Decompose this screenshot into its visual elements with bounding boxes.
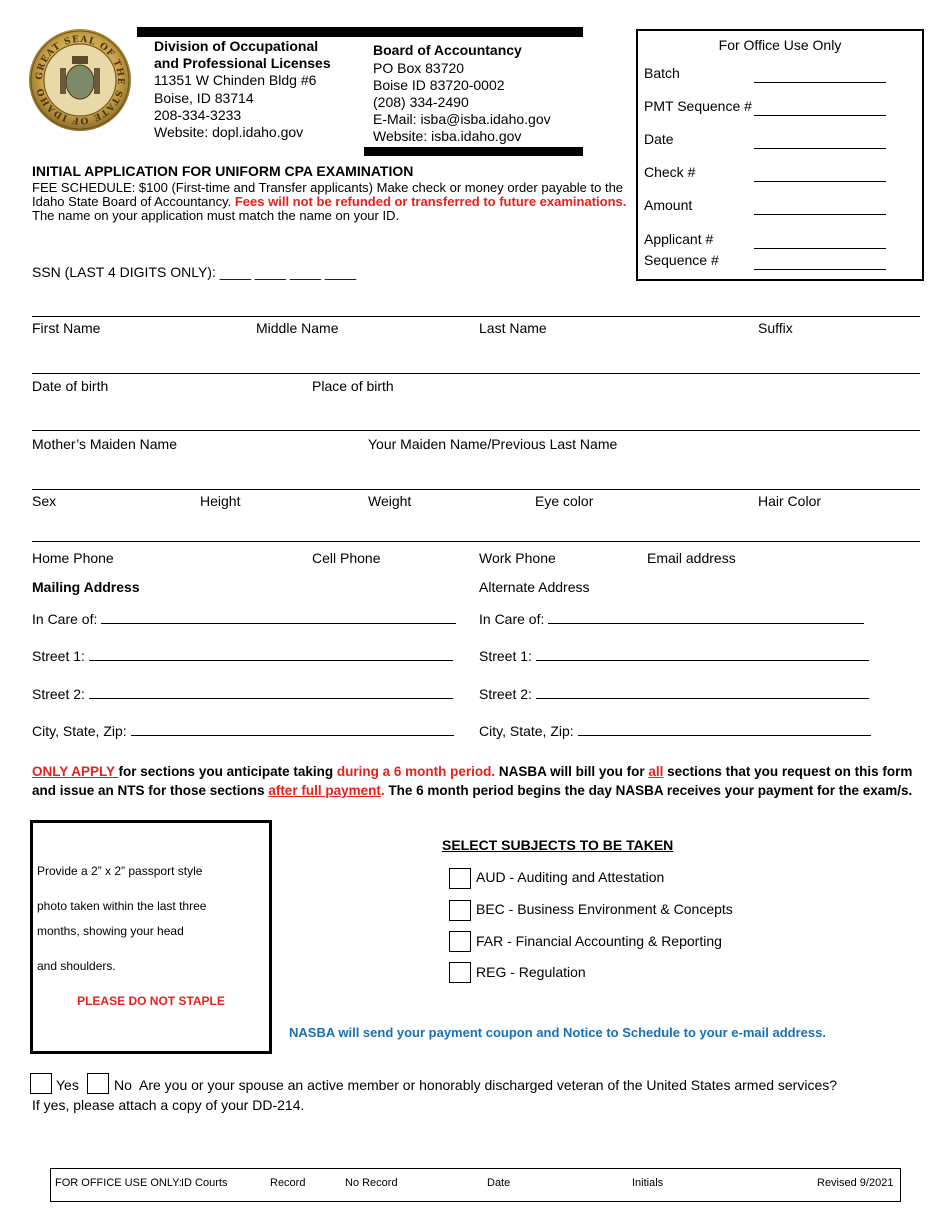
alternate-street2-label: Street 2: xyxy=(479,686,532,702)
reg-checkbox[interactable] xyxy=(449,962,471,983)
office-blank-pmt xyxy=(754,101,886,116)
idaho-seal-icon xyxy=(28,28,132,132)
notice-part3: sections that you request on this form and issue an NTS for those sections xyxy=(32,764,913,798)
footer-label: FOR OFFICE USE ONLY: xyxy=(55,1177,182,1189)
alternate-city-state-zip[interactable] xyxy=(479,723,871,740)
veteran-yes-checkbox[interactable] xyxy=(30,1073,52,1094)
subjects-title: SELECT SUBJECTS TO BE TAKEN xyxy=(442,837,674,853)
dopl-website: Website: dopl.idaho.gov xyxy=(154,124,304,140)
office-field-pmt: PMT Sequence # xyxy=(644,98,752,114)
alternate-street1-label: Street 1: xyxy=(479,648,532,664)
rule-contact xyxy=(32,541,920,542)
dopl-address1: 11351 W Chinden Bldg #6 xyxy=(154,72,317,88)
work-phone-field[interactable]: Work Phone xyxy=(479,550,556,566)
office-use-title: For Office Use Only xyxy=(718,37,842,53)
bec-label: BEC - Business Environment & Concepts xyxy=(476,901,733,917)
office-blank-batch xyxy=(754,68,886,83)
office-blank-applicant xyxy=(754,234,886,249)
alternate-street2-line[interactable] xyxy=(536,698,869,699)
office-use-box xyxy=(636,29,924,281)
board-phone: (208) 334-2490 xyxy=(373,94,469,110)
office-field-date: Date xyxy=(644,131,674,147)
alternate-address-title: Alternate Address xyxy=(479,579,590,595)
office-blank-date xyxy=(754,134,886,149)
mothers-maiden-field[interactable]: Mother’s Maiden Name xyxy=(32,436,177,452)
office-blank-sequence xyxy=(754,255,886,270)
pob-field[interactable]: Place of birth xyxy=(312,378,394,394)
veteran-attach: If yes, please attach a copy of your DD-214. xyxy=(32,1097,305,1113)
height-field[interactable]: Height xyxy=(200,493,241,509)
mailing-street1-label: Street 1: xyxy=(32,648,85,664)
mailing-street1-line[interactable] xyxy=(89,660,453,661)
far-checkbox[interactable] xyxy=(449,931,471,952)
alternate-city-label: City, State, Zip: xyxy=(479,723,574,739)
rule-maiden xyxy=(32,430,920,431)
fee-text: FEE SCHEDULE: $100 (First-time and Transfer applicants) Make check or money order payable to the Idaho State Board of Accountancy. xyxy=(32,180,624,209)
cell-phone-field[interactable]: Cell Phone xyxy=(312,550,381,566)
reg-label: REG - Regulation xyxy=(476,964,586,980)
mailing-address-title: Mailing Address xyxy=(32,579,140,595)
your-maiden-field[interactable]: Your Maiden Name/Previous Last Name xyxy=(368,436,618,452)
aud-checkbox[interactable] xyxy=(449,868,471,889)
notice-all: all xyxy=(648,764,664,779)
photo-line3: months, showing your head xyxy=(37,924,184,938)
fee-schedule xyxy=(32,181,630,223)
office-field-check: Check # xyxy=(644,164,696,180)
alternate-street1-line[interactable] xyxy=(536,660,869,661)
middle-name-field[interactable]: Middle Name xyxy=(256,320,339,336)
nasba-note: NASBA will send your payment coupon and Notice to Schedule to your e-mail address. xyxy=(289,1025,826,1040)
fee-warning: Fees will not be refunded or transferred to future examinations. xyxy=(234,194,627,209)
footer-office-use xyxy=(50,1168,901,1202)
office-blank-amount xyxy=(754,200,886,215)
fee-tail: The name on your application must match the name on your ID. xyxy=(32,208,400,223)
footer-id-courts: ID Courts xyxy=(181,1177,228,1189)
footer-no-record: No Record xyxy=(345,1177,398,1189)
far-label: FAR - Financial Accounting & Reporting xyxy=(476,933,722,949)
board-address1: PO Box 83720 xyxy=(373,60,465,76)
mailing-city-state-zip[interactable] xyxy=(32,723,454,740)
header-bar-top xyxy=(137,27,583,37)
eye-color-field[interactable]: Eye color xyxy=(535,493,594,509)
alternate-street1[interactable] xyxy=(479,648,869,665)
notice-period: . xyxy=(380,783,385,798)
header-bar-bottom xyxy=(364,147,583,156)
ssn-field[interactable] xyxy=(32,264,356,281)
alternate-in-care-of[interactable] xyxy=(479,611,864,628)
photo-line4: and shoulders. xyxy=(37,959,116,973)
office-blank-check xyxy=(754,167,886,182)
mailing-street2[interactable] xyxy=(32,686,453,703)
photo-line1: Provide a 2” x 2” passport style xyxy=(37,864,203,878)
footer-revised: Revised 9/2021 xyxy=(817,1177,894,1189)
notice-part4: The 6 month period begins the day NASBA receives your payment for the exam/s. xyxy=(384,783,913,798)
ssn-label: SSN (LAST 4 DIGITS ONLY): xyxy=(32,264,216,280)
board-website: Website: isba.idaho.gov xyxy=(373,128,522,144)
veteran-no-label: No xyxy=(114,1077,132,1093)
board-email: E-Mail: isba@isba.idaho.gov xyxy=(373,111,551,127)
photo-no-staple: PLEASE DO NOT STAPLE xyxy=(77,994,225,1008)
home-phone-field[interactable]: Home Phone xyxy=(32,550,114,566)
office-field-amount: Amount xyxy=(644,197,693,213)
veteran-no-checkbox[interactable] xyxy=(87,1073,109,1094)
alternate-in-care-of-line[interactable] xyxy=(548,623,864,624)
alternate-street2[interactable] xyxy=(479,686,869,703)
footer-initials: Initials xyxy=(632,1177,664,1189)
ssn-blanks[interactable]: ____ ____ ____ ____ xyxy=(219,264,356,280)
photo-line2: photo taken within the last three xyxy=(37,899,207,913)
notice-after: after full payment xyxy=(268,783,381,798)
mailing-city-label: City, State, Zip: xyxy=(32,723,127,739)
apply-notice xyxy=(32,762,922,800)
dob-field[interactable]: Date of birth xyxy=(32,378,109,394)
veteran-question: Are you or your spouse an active member or honorably discharged veteran of the United States armed services? xyxy=(139,1077,838,1093)
hair-color-field[interactable]: Hair Color xyxy=(758,493,822,509)
alternate-city-line[interactable] xyxy=(578,735,871,736)
footer-date: Date xyxy=(487,1177,511,1189)
aud-label: AUD - Auditing and Attestation xyxy=(476,869,665,885)
dopl-address2: Boise, ID 83714 xyxy=(154,90,254,106)
weight-field[interactable]: Weight xyxy=(368,493,412,509)
only-apply: ONLY APPLY xyxy=(32,764,119,779)
board-name: Board of Accountancy xyxy=(373,42,522,58)
suffix-field[interactable]: Suffix xyxy=(758,320,793,336)
dopl-name-line2: and Professional Licenses xyxy=(154,55,331,71)
mailing-city-line[interactable] xyxy=(131,735,454,736)
first-name-field[interactable]: First Name xyxy=(32,320,101,336)
dopl-phone: 208-334-3233 xyxy=(154,107,242,123)
photo-box[interactable] xyxy=(30,820,272,1054)
form-title: INITIAL APPLICATION FOR UNIFORM CPA EXAMINATION xyxy=(32,163,414,179)
bec-checkbox[interactable] xyxy=(449,900,471,921)
veteran-yes-label: Yes xyxy=(56,1077,79,1093)
mailing-in-care-of[interactable] xyxy=(32,611,456,628)
rule-physical xyxy=(32,489,920,490)
mailing-street2-label: Street 2: xyxy=(32,686,85,702)
footer-record: Record xyxy=(270,1177,306,1189)
seal-lettering: GREAT SEAL OF THE STATE OF IDAHO xyxy=(34,34,126,126)
office-field-batch: Batch xyxy=(644,65,680,81)
mailing-street2-line[interactable] xyxy=(89,698,453,699)
notice-during: during a 6 month period. xyxy=(336,764,496,779)
mailing-in-care-of-label: In Care of: xyxy=(32,611,98,627)
last-name-field[interactable]: Last Name xyxy=(479,320,547,336)
rule-birth xyxy=(32,373,920,374)
sex-field[interactable]: Sex xyxy=(32,493,57,509)
mailing-in-care-of-line[interactable] xyxy=(101,623,456,624)
notice-part1: for sections you anticipate taking xyxy=(118,764,337,779)
board-address2: Boise ID 83720-0002 xyxy=(373,77,505,93)
mailing-street1[interactable] xyxy=(32,648,453,665)
notice-part2: NASBA will bill you for xyxy=(495,764,649,779)
alternate-in-care-of-label: In Care of: xyxy=(479,611,545,627)
email-field[interactable]: Email address xyxy=(647,550,736,566)
office-field-sequence: Sequence # xyxy=(644,252,719,268)
dopl-name-line1: Division of Occupational xyxy=(154,38,319,54)
office-field-applicant: Applicant # xyxy=(644,231,714,247)
rule-name xyxy=(32,316,920,317)
